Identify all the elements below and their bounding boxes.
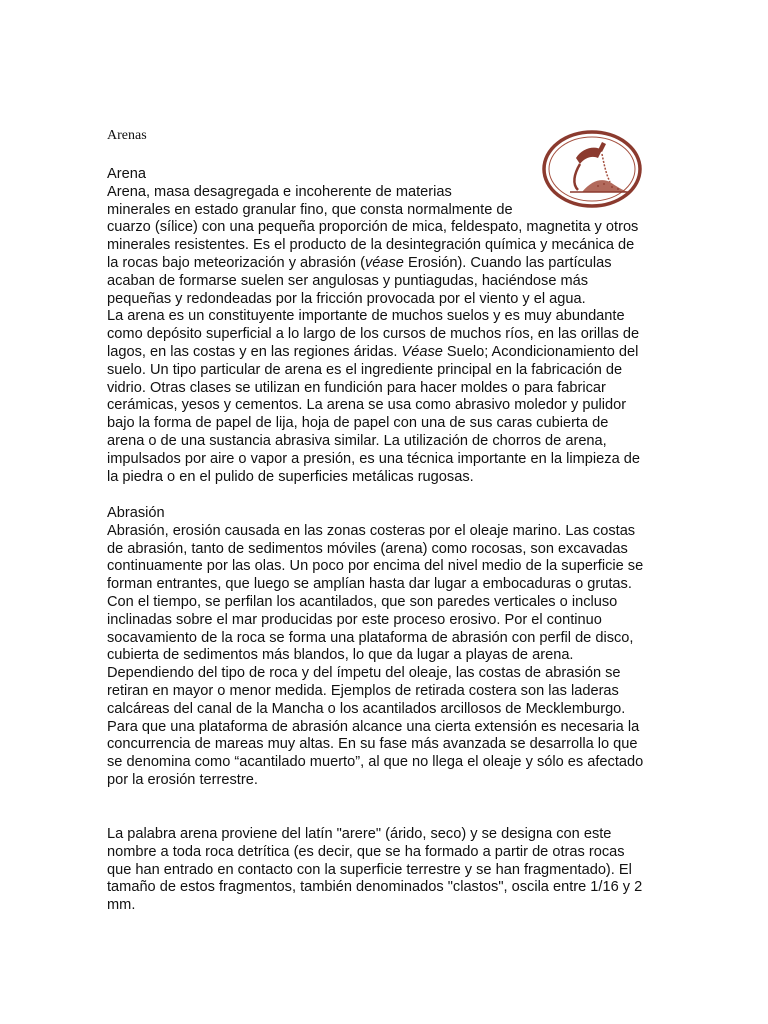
paragraph-line: la rocas bajo meteorización y abrasión (véase Erosión). Cuando las partículas [107, 254, 612, 271]
paragraph-line: como depósito superficial a lo largo de los cursos de muchos ríos, en las orillas de [107, 326, 640, 343]
paragraph-line: socavamiento de la roca se forma una plataforma de abrasión con perfil de disco, [107, 629, 634, 646]
paragraph-line: Para que una plataforma de abrasión alcance una cierta extensión es necesaria la [107, 718, 640, 735]
paragraph-line: cuarzo (sílice) con una pequeña proporción de mica, feldespato, magnetita y otros [107, 219, 639, 236]
paragraph-line: mm. [107, 897, 136, 914]
paragraph-line: inclinadas sobre el mar producidas por este proceso erosivo. Por el continuo [107, 611, 602, 628]
paragraph-line: lagos, en las costas y en las regiones áridas. Véase Suelo; Acondicionamiento del [107, 343, 639, 360]
paragraph-line: tamaño de estos fragmentos, también denominados "clastos", oscila entre 1/16 y 2 [107, 879, 643, 896]
paragraph-line: minerales en estado granular fino, que consta normalmente de [107, 201, 513, 218]
paragraph-line: la piedra o en el pulido de superficies metálicas rugosas. [107, 468, 474, 485]
paragraph-line: forman entrantes, que luego se amplían hasta dar lugar a embocaduras o grutas. [107, 576, 632, 593]
document-title: Arenas [107, 128, 147, 143]
paragraph-line: pequeñas y redondeadas por la fricción provocada por el viento y el agua. [107, 290, 586, 307]
paragraph-line: de abrasión, tanto de sedimentos móviles (arena) como rocosas, son excavadas [107, 540, 628, 557]
paragraph-line: minerales resistentes. Es el producto de la desintegración química y mecánica de [107, 237, 635, 254]
paragraph-line: acaban de formarse suelen ser angulosas y puntiagudas, haciéndose más [107, 272, 589, 289]
section-heading: Arena [107, 166, 146, 182]
paragraph-line: Arena, masa desagregada e incoherente de materias [107, 183, 452, 200]
paragraph-line: cubierta de sedimentos más blandos, lo que da lugar a playas de arena. [107, 647, 574, 664]
paragraph-line: suelo. Un tipo particular de arena es el ingrediente principal en la fabricación de [107, 361, 623, 378]
paragraph-line: bajo la forma de papel de lija, hoja de papel con una de sus caras cubierta de [107, 415, 609, 432]
paragraph-line: retiran en mayor o menor medida. Ejemplos de retirada costera son las laderas [107, 682, 619, 699]
section-arena [107, 166, 640, 486]
paragraph-line: La palabra arena proviene del latín "arere" (árido, seco) y se designa con este [107, 826, 612, 842]
section-abrasion [107, 505, 643, 790]
paragraph-line: Abrasión, erosión causada en las zonas costeras por el oleaje marino. Las costas [107, 522, 636, 539]
paragraph-line: impulsados por aire o vapor a presión, es una técnica importante en la limpieza de [107, 450, 640, 467]
paragraph-line: por la erosión terrestre. [107, 771, 258, 788]
paragraph-line: cerámicas, yesos y cementos. La arena se usa como abrasivo moledor y pulidor [107, 397, 627, 414]
paragraph-line: Dependiendo del tipo de roca y del ímpetu del oleaje, las costas de abrasión se [107, 665, 621, 682]
section-heading: Abrasión [107, 505, 165, 521]
paragraph-line: continuamente por las olas. Un poco por encima del nivel medio de la superficie se [107, 558, 644, 575]
paragraph-line: Con el tiempo, se perfilan los acantilados, que son paredes verticales o incluso [107, 593, 618, 610]
paragraph-line: vidrio. Otras clases se utilizan en fundición para hacer moldes o para fabricar [107, 379, 606, 396]
paragraph-line: calcáreas del canal de la Mancha o los acantilados arcillosos de Mecklemburgo. [107, 700, 626, 717]
paragraph-line: La arena es un constituyente importante de muchos suelos y es muy abundante [107, 308, 625, 325]
section-etymology [107, 826, 642, 915]
paragraph-line: concurrencia de mareas muy altas. En su fase más avanzada se desarrolla lo que [107, 736, 638, 753]
paragraph-line: nombre a toda roca detrítica (es decir, que se ha formado a partir de otras rocas [107, 843, 625, 860]
paragraph-line: que han entrado en contacto con la superficie terrestre y se han fragmentado). El [107, 861, 632, 878]
paragraph-line: arena o de una sustancia abrasiva similar. La utilización de chorros de arena, [107, 432, 607, 449]
paragraph-line: se denomina como “acantilado muerto”, al que no llega el oleaje y sólo es afectado [107, 754, 644, 771]
